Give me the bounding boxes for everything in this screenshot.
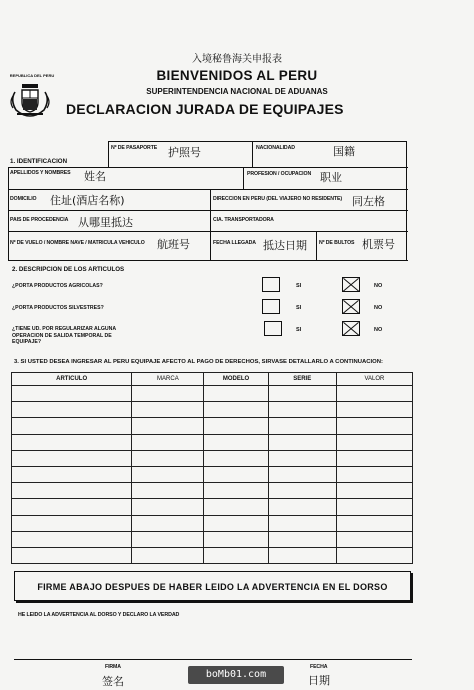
shield-emblem-icon [7,78,53,118]
table-row [12,434,413,450]
declaration-text: HE LEIDO LA ADVERTENCIA AL DORSO Y DECLARO LA VERDAD [18,612,180,618]
table-row [12,483,413,499]
origin-value[interactable]: 从哪里抵达 [78,216,133,229]
names-value[interactable]: 姓名 [84,170,106,183]
question-agricultural: ¿PORTA PRODUCTOS AGRICOLAS? [12,283,103,289]
table-cell[interactable] [336,466,412,482]
yes-label: SI [296,283,302,289]
bags-value[interactable]: 机票号 [362,238,395,251]
nationality-value[interactable]: 国籍 [333,145,355,158]
table-cell[interactable] [12,434,132,450]
domicile-value[interactable]: 住址(酒店名称) [50,194,125,207]
table-cell[interactable] [12,499,132,515]
form-title: DECLARACION JURADA DE EQUIPAJES [66,101,344,117]
table-cell[interactable] [336,547,412,563]
table-cell[interactable] [12,450,132,466]
address-peru-value[interactable]: 同左格 [352,195,385,208]
table-cell[interactable] [132,547,204,563]
bags-label: Nº DE BULTOS [319,240,355,246]
table-cell[interactable] [204,515,268,531]
agency-name: SUPERINTENDENCIA NACIONAL DE ADUANAS [146,87,328,96]
table-cell[interactable] [336,402,412,418]
column-header: VALOR [336,373,412,386]
table-row [12,547,413,563]
table-row [12,499,413,515]
wild-products-yes-checkbox[interactable] [262,299,280,314]
table-cell[interactable] [204,418,268,434]
table-cell[interactable] [204,466,268,482]
domicile-label: DOMICILIO [10,196,37,202]
no-label: NO [374,327,383,333]
table-cell[interactable] [336,434,412,450]
wild-products-no-checkbox[interactable] [342,299,360,314]
table-cell[interactable] [12,515,132,531]
table-cell[interactable] [268,515,336,531]
table-cell[interactable] [268,483,336,499]
table-cell[interactable] [12,402,132,418]
table-cell[interactable] [336,515,412,531]
profession-value[interactable]: 职业 [320,171,342,184]
signature-label: FIRMA [105,664,121,670]
table-row [12,450,413,466]
warning-banner-text: FIRME ABAJO DESPUES DE HABER LEIDO LA ADVERTENCIA EN EL DORSO [37,582,388,592]
table-cell[interactable] [336,531,412,547]
table-cell[interactable] [204,450,268,466]
table-cell[interactable] [132,386,204,402]
table-cell[interactable] [336,386,412,402]
nationality-label: NACIONALIDAD [256,145,295,151]
table-row [12,386,413,402]
table-cell[interactable] [268,386,336,402]
watermark: boMb01.com [188,666,284,684]
question-wild-products: ¿PORTA PRODUCTOS SILVESTRES? [12,305,104,311]
table-cell[interactable] [336,483,412,499]
question-temporary-exit: ¿TIENE UD. POR REGULARIZAR ALGUNA OPERACION DE SALIDA TEMPORAL DE EQUIPAJE? [12,326,116,345]
table-cell[interactable] [132,434,204,450]
temporary-exit-no-checkbox[interactable] [342,321,360,336]
carrier-label: CIA. TRANSPORTADORA [213,217,274,223]
table-cell[interactable] [268,450,336,466]
column-header: SERIE [268,373,336,386]
agricultural-no-checkbox[interactable] [342,277,360,292]
table-cell[interactable] [204,531,268,547]
table-cell[interactable] [132,499,204,515]
table-cell[interactable] [12,466,132,482]
table-cell[interactable] [268,547,336,563]
seal-text: REPUBLICA DEL PERU [9,73,55,78]
warning-banner [14,571,411,601]
table-cell[interactable] [268,418,336,434]
table-cell[interactable] [336,450,412,466]
table-cell[interactable] [336,418,412,434]
table-cell[interactable] [12,418,132,434]
table-cell[interactable] [12,483,132,499]
table-row [12,466,413,482]
no-label: NO [374,305,383,311]
flight-label: Nº DE VUELO / NOMBRE NAVE / MATRICULA VEHICULO [10,240,145,246]
column-header: ARTICULO [12,373,132,386]
welcome-heading: BIENVENIDOS AL PERU [156,68,318,83]
table-cell[interactable] [132,450,204,466]
passport-label: Nº DE PASAPORTE [111,145,158,151]
table-header-row [12,373,413,386]
table-cell[interactable] [268,531,336,547]
table-cell[interactable] [204,386,268,402]
table-cell[interactable] [204,402,268,418]
table-cell[interactable] [132,531,204,547]
table-cell[interactable] [268,499,336,515]
table-cell[interactable] [336,499,412,515]
table-cell[interactable] [132,483,204,499]
table-row [12,531,413,547]
table-row [12,515,413,531]
arrival-value[interactable]: 抵达日期 [263,239,307,252]
table-cell[interactable] [132,466,204,482]
equipment-section-title: 3. SI USTED DESEA INGRESAR AL PERU EQUIPAJE AFECTO AL PAGO DE DERECHOS, SIRVASE DETALLARLO A CONTINUACION: [14,359,383,365]
table-cell[interactable] [204,547,268,563]
table-cell[interactable] [12,386,132,402]
table-cell[interactable] [12,531,132,547]
agricultural-yes-checkbox[interactable] [262,277,280,292]
yes-label: SI [296,327,302,333]
articles-section-title: 2. DESCRIPCION DE LOS ARTICULOS [12,266,125,273]
table-cell[interactable] [132,402,204,418]
table-cell[interactable] [268,434,336,450]
table-row [12,402,413,418]
column-header: MARCA [132,373,204,386]
no-label: NO [374,283,383,289]
yes-label: SI [296,305,302,311]
table-cell[interactable] [268,466,336,482]
table-cell[interactable] [132,515,204,531]
passport-value[interactable]: 护照号 [168,146,201,159]
table-cell[interactable] [204,434,268,450]
temporary-exit-yes-checkbox[interactable] [264,321,282,336]
table-cell[interactable] [204,483,268,499]
identification-section-title: 1. IDENTIFICACION [10,158,68,165]
chinese-title: 入境秘鲁海关申报表 [192,54,282,65]
equipment-table [11,372,413,564]
date-value[interactable]: 日期 [308,674,330,687]
flight-value[interactable]: 航班号 [157,238,190,251]
date-label: FECHA [310,664,328,670]
table-cell[interactable] [268,402,336,418]
table-cell[interactable] [204,499,268,515]
origin-label: PAIS DE PROCEDENCIA [10,217,69,223]
address-peru-label: DIRECCION EN PERU (DEL VIAJERO NO RESIDENTE) [213,196,342,202]
profession-label: PROFESION / OCUPACION [247,171,312,177]
table-cell[interactable] [12,547,132,563]
table-row [12,418,413,434]
arrival-label: FECHA LLEGADA [213,240,256,246]
names-label: APELLIDOS Y NOMBRES [10,170,71,176]
column-header: MODELO [204,373,268,386]
signature-value[interactable]: 签名 [102,675,124,688]
table-cell[interactable] [132,418,204,434]
